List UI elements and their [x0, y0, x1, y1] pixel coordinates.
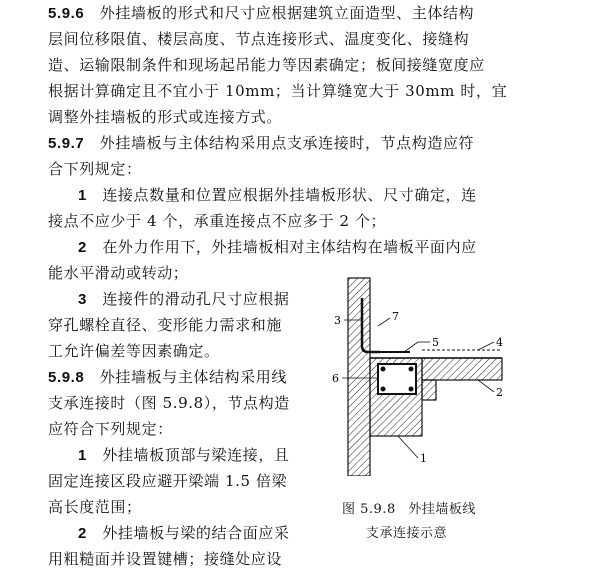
body-line: 能水平滑动或转动； — [48, 264, 189, 282]
list-item — [78, 185, 477, 206]
body-line: 穿孔螺栓直径、变形能力需求和施 — [48, 316, 283, 334]
label-6: 6 — [332, 372, 339, 385]
section-number: 5.9.8 — [48, 369, 85, 386]
label-4: 4 — [496, 336, 503, 349]
label-1: 1 — [420, 452, 427, 465]
item-text: 连接点数量和位置应根据外挂墙板形状、尺寸确定，连 — [102, 186, 477, 204]
item-text: 外挂墙板与梁的结合面应采 — [102, 524, 290, 542]
label-3: 3 — [334, 314, 341, 327]
section-5-9-6-line-1 — [48, 3, 474, 24]
floor-slab — [422, 358, 502, 380]
figure-5-9-8 — [318, 268, 518, 476]
leader-1 — [398, 436, 418, 458]
section-text: 外挂墙板与主体结构采用点支承连接时，节点构造应符 — [99, 134, 475, 152]
body-line: 应符合下列规定： — [48, 420, 173, 438]
list-item — [78, 445, 290, 466]
wall-panel — [348, 278, 370, 476]
leader-4 — [478, 342, 494, 350]
body-line: 调整外挂墙板的形式或连接方式。 — [48, 108, 283, 126]
rebar-dot — [381, 387, 386, 392]
leader-7 — [378, 318, 390, 326]
rebar-dot — [409, 387, 414, 392]
body-line: 工允许偏差等因素确定。 — [48, 342, 220, 360]
item-text: 连接件的滑动孔尺寸应根据 — [102, 290, 290, 308]
item-number: 1 — [78, 447, 87, 464]
caption-number: 图 5.9.8 — [342, 502, 396, 517]
section-text: 外挂墙板与主体结构采用线 — [99, 368, 287, 386]
list-item — [78, 523, 290, 544]
item-text: 外挂墙板顶部与梁连接，且 — [102, 446, 290, 464]
body-line: 接点不应少于 4 个，承重连接点不应多于 2 个； — [48, 212, 387, 230]
body-line: 层间位移限值、楼层高度、节点连接形式、温度变化、接缝构 — [48, 30, 470, 48]
section-5-9-7-line-1 — [48, 133, 474, 154]
body-line: 支承连接时（图 5.9.8），节点构造 — [48, 394, 290, 412]
item-text: 在外力作用下，外挂墙板相对主体结构在墙板平面内应 — [102, 238, 477, 256]
leader-2 — [478, 380, 494, 392]
body-line: 造、运输限制条件和现场起吊能力等因素确定；板间接缝宽度应 — [48, 56, 485, 74]
list-item — [78, 237, 477, 258]
body-line: 用粗糙面并设置键槽；接缝处应设 — [48, 550, 283, 568]
body-line: 根据计算确定且不宜小于 10mm；当计算缝宽大于 30mm 时，宜 — [48, 82, 508, 100]
body-line: 高长度范围； — [48, 498, 142, 516]
section-5-9-8-line-1 — [48, 367, 287, 388]
list-item — [78, 289, 290, 310]
label-7: 7 — [392, 310, 399, 323]
connection-diagram — [318, 268, 518, 476]
rebar-dot — [381, 367, 386, 372]
item-number: 3 — [78, 291, 87, 308]
section-number: 5.9.6 — [48, 5, 85, 22]
item-number: 2 — [78, 525, 87, 542]
caption-title: 外挂墙板线 — [408, 502, 476, 517]
body-line: 合下列规定： — [48, 160, 142, 178]
body-line: 固定连接区段应避开梁端 1.5 倍梁 — [48, 472, 288, 490]
section-text: 外挂墙板的形式和尺寸应根据建筑立面造型、主体结构 — [99, 4, 475, 22]
item-number: 1 — [78, 187, 87, 204]
section-number: 5.9.7 — [48, 135, 85, 152]
slab-step — [422, 380, 436, 400]
rebar-dot — [409, 367, 414, 372]
figure-caption-line2: 支承连接示意 — [366, 526, 448, 541]
label-5: 5 — [432, 336, 439, 349]
leader-5 — [404, 342, 418, 352]
label-2: 2 — [496, 386, 503, 399]
item-number: 2 — [78, 239, 87, 256]
figure-caption — [342, 502, 476, 518]
